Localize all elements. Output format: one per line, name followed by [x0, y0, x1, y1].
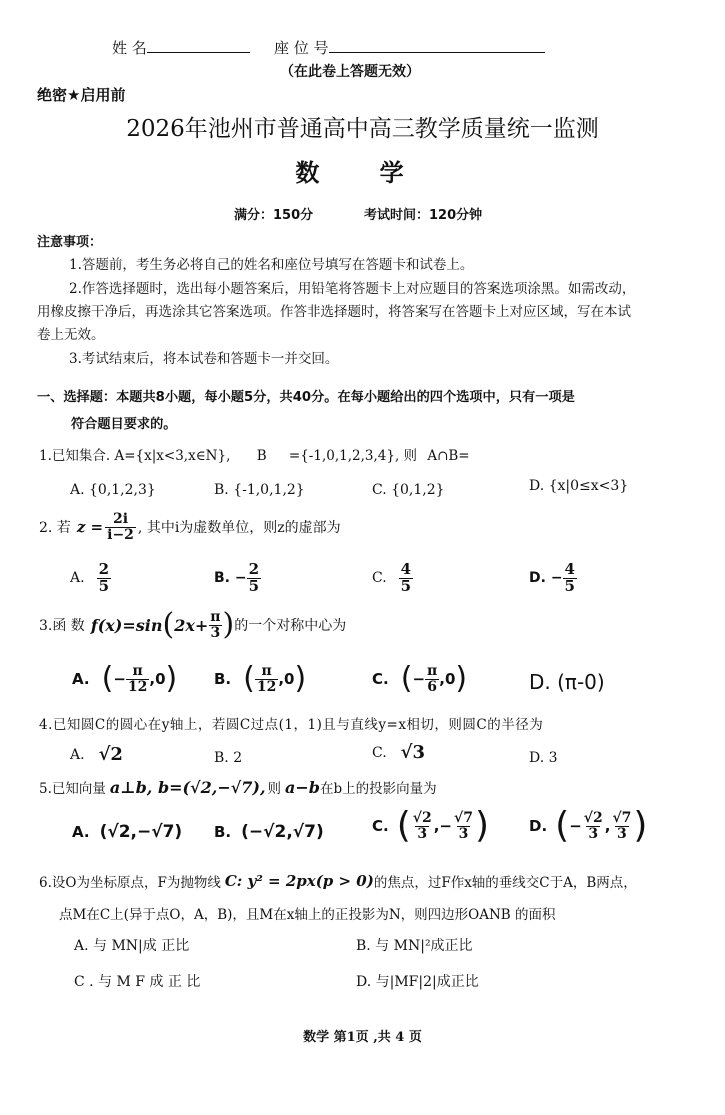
name-field[interactable] — [147, 38, 250, 53]
q6-stem: 6.设O为坐标原点，F为抛物线 C: y² = 2px(p > 0) 的焦点，过F作x轴的垂线交C于A，B两点， — [39, 872, 637, 891]
q6-option-d[interactable]: D. 与|MF|2|成正比 — [356, 974, 479, 990]
q6-option-a[interactable]: A. 与 MN|成 正比 — [74, 938, 190, 954]
q3-option-d[interactable]: D. (π-0) — [529, 670, 605, 694]
subject-title: 数 学 — [295, 158, 430, 187]
q6-option-c[interactable]: C . 与 M F 成 正 比 — [74, 974, 201, 990]
notes-heading: 注意事项： — [37, 235, 103, 250]
q4-option-d[interactable]: D. 3 — [529, 750, 558, 766]
q4-option-b[interactable]: B. 2 — [214, 750, 243, 766]
q1-option-c[interactable]: C. {0,1,2} — [372, 482, 445, 498]
q5-stem: 5.已知向量 a⊥b, b=(√2,−√7), 则 a−b 在b上的投影向量为 — [39, 777, 437, 797]
q2-option-c[interactable]: C. $\frac{4}{5}$ — [372, 560, 412, 595]
note-1: 1.答题前，考生务必将自己的姓名和座位号填写在答题卡和试卷上。 — [69, 257, 474, 273]
note-3: 3.考试结束后，将本试卷和答题卡一并交回。 — [69, 351, 339, 367]
full-score: 满分：150分 — [234, 208, 314, 223]
q4-option-a[interactable]: A. √2 — [70, 744, 123, 765]
seat-field[interactable] — [329, 38, 545, 53]
q2-option-d[interactable]: D. − $\frac{4}{5}$ — [529, 560, 575, 595]
section-heading-cont: 符合题目要求的。 — [71, 417, 177, 432]
page-title: 2026年池州市普通高中高三教学质量统一监测 — [126, 116, 599, 142]
page-footer: 数学 第1页 ,共 4 页 — [303, 1030, 422, 1045]
q1-stem: 1.已知集合. A={x|x<3,x∈N}, B ={-1,0,1,2,3,4}, 则 A∩B= — [39, 448, 470, 464]
q3-option-a[interactable]: A. ( − $\frac{\pi}{12}$ ,0 ) — [72, 661, 178, 697]
note-2: 2.作答选择题时，选出每小题答案后，用铅笔将答题卡上对应题目的答案选项涂黑。如需改动， — [69, 281, 636, 297]
q5-option-b[interactable]: B. (−√2,√7) — [214, 822, 324, 842]
section-heading: 一、选择题：本题共8小题，每小题5分，共40分。在每小题给出的四个选项中，只有一项是 — [37, 390, 575, 405]
exam-time: 考试时间：120分钟 — [364, 208, 483, 223]
secret-mark: 绝密★启用前 — [37, 86, 126, 104]
q5-option-d[interactable]: D. ( − $\frac{√2}{3}$ , $\frac{√7}{3}$ ) — [529, 805, 648, 846]
q3-option-c[interactable]: C. ( − $\frac{\pi}{6}$ ,0 ) — [372, 661, 468, 697]
note-2-end: 卷上无效。 — [37, 327, 105, 343]
q4-option-c[interactable]: C. √3 — [372, 742, 426, 763]
q5-option-c[interactable]: C. ( $\frac{√2}{3}$ ,− $\frac{√7}{3}$ ) — [372, 805, 489, 846]
q3-option-b[interactable]: B. ( $\frac{\pi}{12}$ ,0 ) — [214, 661, 307, 697]
q4-stem: 4.已知圆C的圆心在y轴上，若圆C过点(1，1)且与直线y=x相切，则圆C的半径为 — [39, 717, 544, 733]
note-2-cont: 用橡皮擦干净后，再选涂其它答案选项。作答非选择题时，将答案写在答题卡上对应区域，写在本试 — [37, 304, 631, 320]
q1-option-d[interactable]: D. {x|0≤x<3} — [529, 478, 629, 494]
q1-option-b[interactable]: B. {-1,0,1,2} — [214, 482, 305, 498]
q6-stem-cont: 点M在C上(异于点O，A，B)，且M在x轴上的正投影为N，则四边形OANB 的面积 — [59, 907, 556, 923]
name-label: 姓 名 — [112, 39, 147, 57]
answer-invalid-note: （在此卷上答题无效） — [280, 64, 420, 80]
q1-option-a[interactable]: A. {0,1,2,3} — [70, 482, 156, 498]
q2-stem: 2. 若 z = $\frac{2i}{i-2}$ , 其中i为虚数单位，则z的虚部为 — [39, 511, 341, 543]
q5-option-a[interactable]: A. (√2,−√7) — [72, 822, 183, 842]
q6-option-b[interactable]: B. 与 MN|²成正比 — [356, 938, 473, 954]
seat-label: 座 位 号 — [274, 39, 329, 57]
q3-stem: 3.函 数 f(x)=sin ( 2x+ $\frac{\pi}{3}$ ) 的一个对称中心为 — [39, 607, 347, 643]
q2-option-b[interactable]: B. − $\frac{2}{5}$ — [214, 560, 260, 595]
q2-option-a[interactable]: A. $\frac{2}{5}$ — [70, 560, 109, 595]
